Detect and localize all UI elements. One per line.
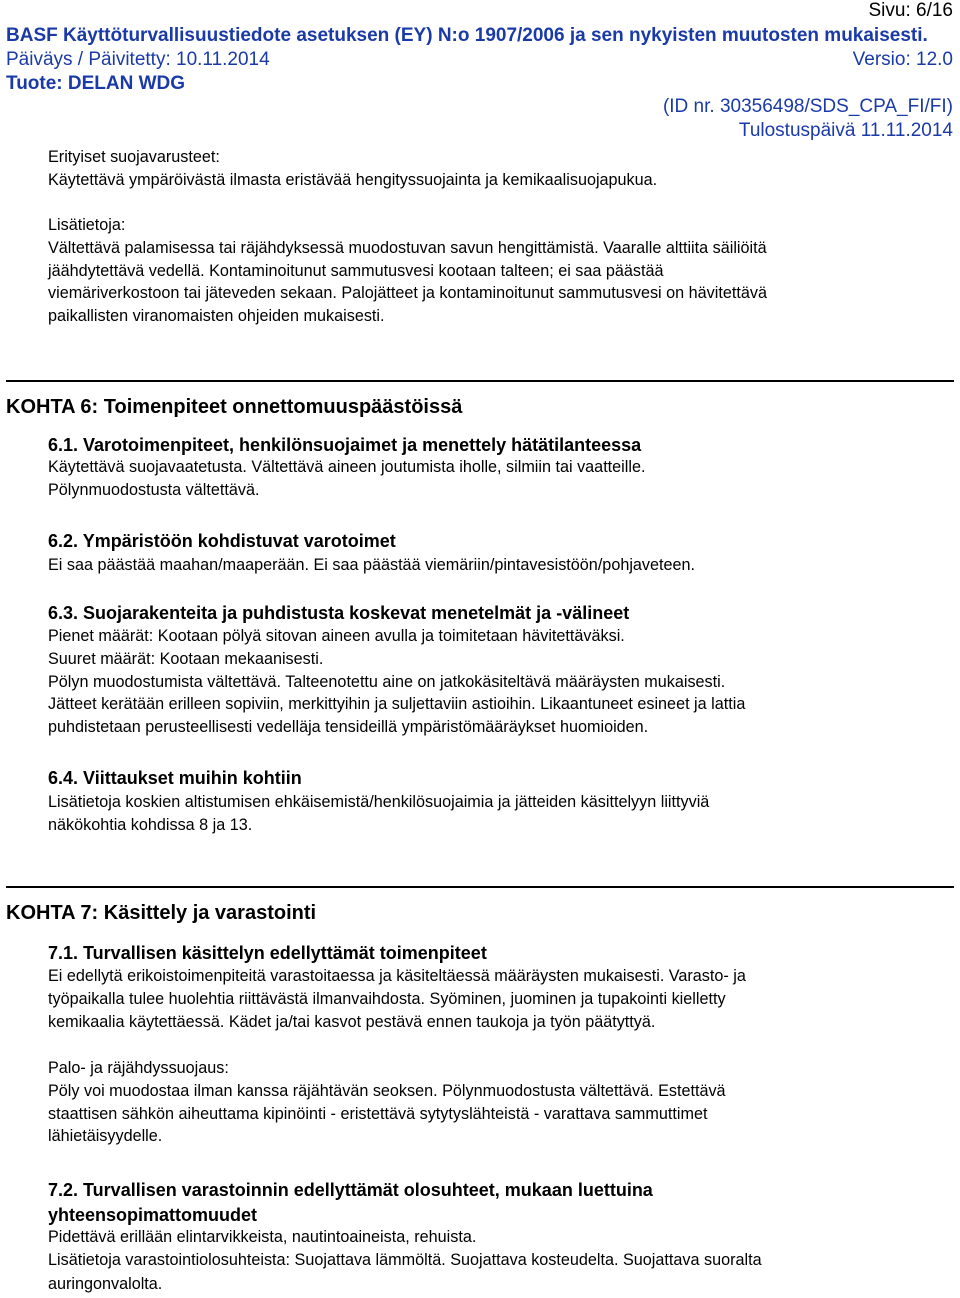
section-6-title: KOHTA 6: Toimenpiteet onnettomuuspäästöissä — [6, 396, 463, 418]
section-6-rule — [6, 380, 954, 382]
text-line: puhdistetaan perusteellisesti vedelläja tensideillä ympäristömääräykset huomioiden. — [48, 718, 649, 737]
info-line: viemäriverkostoon tai jäteveden sekaan. Palojätteet ja kontaminoitunut sammutusvesi on hävitettävä — [48, 284, 767, 303]
text-line: työpaikalla tulee huolehtia riittävästä ilmanvaihdosta. Syöminen, juominen ja tupakointi kielletty — [48, 989, 726, 1008]
text-line: lähietäisyydelle. — [48, 1127, 163, 1146]
subsection-6-1-text — [48, 456, 953, 502]
text-line: Pölynmuodostusta vältettävä. — [48, 480, 260, 499]
subsection-6-3-title: 6.3. Suojarakenteita ja puhdistusta koskevat menetelmät ja -välineet — [48, 603, 630, 623]
text-line: staattisen sähkön aiheuttama kipinöinti - eristettävä sytytyslähteistä - varattava sammuttimet — [48, 1104, 708, 1123]
text-line: Lisätietoja varastointiolosuhteista: Suojattava lämmöltä. Suojattava kosteudelta. Suojattava suoralta — [48, 1251, 762, 1270]
text-line: auringonvalolta. — [48, 1274, 163, 1293]
text-line: Pöly voi muodostaa ilman kanssa räjähtävän seoksen. Pölynmuodostusta vältettävä. Estettävä — [48, 1081, 726, 1100]
text-line: Ei saa päästää maahan/maaperään. Ei saa päästää viemäriin/pintavesistöön/pohjaveteen. — [48, 556, 696, 574]
document-title: BASF Käyttöturvallisuustiedote asetuksen (EY) N:o 1907/2006 ja sen nykyisten muutosten mukaisesti. — [6, 25, 928, 46]
text-line: Pölyn muodostumista vältettävä. Talteenotettu aine on jatkokäsiteltävä määräysten mukaisesti. — [48, 672, 726, 691]
document-id: (ID nr. 30356498/SDS_CPA_FI/FI) — [662, 96, 953, 117]
ppe-block — [48, 146, 953, 192]
section-7-title: KOHTA 7: Käsittely ja varastointi — [6, 902, 317, 924]
subsection-6-1-title: 6.1. Varotoimenpiteet, henkilönsuojaimet ja menettely hätätilanteessa — [48, 435, 642, 455]
fire-protection-title: Palo- ja räjähdyssuojaus: — [48, 1059, 229, 1077]
text-line: Suuret määrät: Kootaan mekaanisesti. — [48, 649, 324, 668]
info-line: jäähdytettävä vedellä. Kontaminoitunut sammutusvesi kootaan talteen; ei saa päästää — [48, 261, 664, 280]
subsection-7-1-text — [48, 965, 953, 1033]
section-7-rule — [6, 886, 954, 888]
fire-protection-block — [48, 1057, 953, 1148]
text-line: Pienet määrät: Kootaan pölyä sitovan aineen avulla ja toimitetaan hävitettäväksi. — [48, 627, 625, 645]
print-date: Tulostuspäivä 11.11.2014 — [738, 120, 953, 141]
title-line: yhteensopimattomuudet — [48, 1204, 258, 1225]
info-block — [48, 214, 953, 328]
subsection-7-2-text — [48, 1226, 953, 1296]
text-line: Ei edellytä erikoistoimenpiteitä varastoitaessa ja käsiteltäessä määräysten mukaisesti. Varasto- ja — [48, 967, 746, 985]
text-line: Pidettävä erillään elintarvikkeista, nautintoaineista, rehuista. — [48, 1228, 477, 1246]
subsection-6-4-title: 6.4. Viittaukset muihin kohtiin — [48, 768, 302, 788]
product-name: Tuote: DELAN WDG — [6, 73, 186, 94]
subsection-6-2-text — [48, 554, 953, 577]
ppe-text: Käytettävä ympäröivästä ilmasta eristävää hengityssuojainta ja kemikaalisuojapukua. — [48, 170, 658, 189]
ppe-title: Erityiset suojavarusteet: — [48, 148, 220, 166]
revision-date: Päiväys / Päivitetty: 10.11.2014 — [6, 49, 270, 70]
title-line: 7.2. Turvallisen varastoinnin edellyttämät olosuhteet, mukaan luettuina — [48, 1180, 653, 1200]
page-number: Sivu: 6/16 — [868, 0, 953, 21]
text-line: Käytettävä suojavaatetusta. Vältettävä aineen joutumista iholle, silmiin tai vaatteille. — [48, 458, 646, 476]
info-line: paikallisten viranomaisten ohjeiden mukaisesti. — [48, 307, 385, 326]
subsection-6-3-text — [48, 625, 953, 739]
info-title: Lisätietoja: — [48, 216, 126, 234]
text-line: näkökohtia kohdissa 8 ja 13. — [48, 815, 253, 834]
info-line: Vältettävä palamisessa tai räjähdyksessä muodostuvan savun hengittämistä. Vaaralle alttiita säiliöitä — [48, 238, 767, 257]
subsection-6-4-text — [48, 791, 953, 837]
document-header — [0, 0, 960, 141]
text-line: Jätteet kerätään erilleen sopiviin, merkittyihin ja suljettaviin astioihin. Likaantuneet esineet ja lattia — [48, 695, 746, 714]
subsection-7-1-title: 7.1. Turvallisen käsittelyn edellyttämät toimenpiteet — [48, 943, 487, 963]
text-line: kemikaalia käytettäessä. Kädet ja/tai kasvot pestävä ennen taukoja ja työn päätyttyä. — [48, 1012, 656, 1031]
subsection-6-2-title: 6.2. Ympäristöön kohdistuvat varotoimet — [48, 531, 396, 551]
version: Versio: 12.0 — [852, 49, 953, 70]
text-line: Lisätietoja koskien altistumisen ehkäisemistä/henkilösuojaimia ja jätteiden käsittelyyn liittyviä — [48, 793, 710, 811]
subsection-7-2-title — [48, 1178, 953, 1227]
